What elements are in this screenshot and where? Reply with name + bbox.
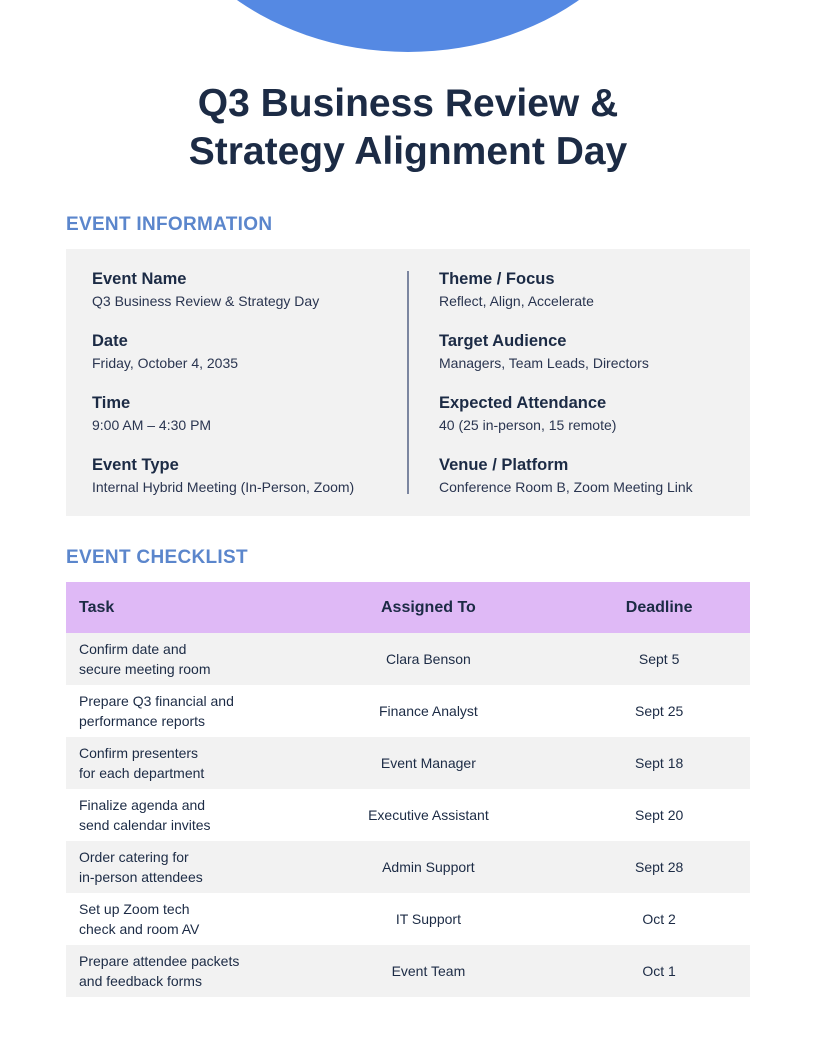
deadline-cell: Sept 18	[568, 737, 750, 789]
info-label: Venue / Platform	[439, 456, 569, 474]
info-label: Target Audience	[439, 332, 567, 350]
info-item-target-audience	[439, 331, 693, 393]
table-row	[66, 789, 750, 841]
table-header-row	[66, 582, 750, 633]
table-row	[66, 841, 750, 893]
info-value: 9:00 AM – 4:30 PM	[92, 417, 212, 433]
deadline-cell: Sept 25	[568, 685, 750, 737]
assigned-cell: Finance Analyst	[289, 685, 569, 737]
info-value: 40 (25 in-person, 15 remote)	[439, 417, 617, 433]
info-item-date	[92, 331, 354, 393]
info-value: Managers, Team Leads, Directors	[439, 355, 649, 371]
info-label: Expected Attendance	[439, 394, 607, 412]
info-value: Conference Room B, Zoom Meeting Link	[439, 479, 693, 495]
deadline-cell: Oct 2	[568, 893, 750, 945]
info-item-event-type	[92, 455, 354, 517]
column-header-assigned-to: Assigned To	[289, 582, 569, 633]
task-cell: Prepare attendee packets and feedback forms	[66, 945, 289, 997]
event-checklist-table	[66, 582, 750, 997]
info-label: Event Name	[92, 270, 187, 288]
task-cell: Prepare Q3 financial and performance reports	[66, 685, 289, 737]
info-column-left	[92, 269, 354, 517]
table-row	[66, 893, 750, 945]
deadline-cell: Oct 1	[568, 945, 750, 997]
deadline-cell: Sept 20	[568, 789, 750, 841]
column-header-deadline: Deadline	[568, 582, 750, 633]
assigned-cell: IT Support	[289, 893, 569, 945]
info-item-event-name	[92, 269, 354, 331]
info-item-venue	[439, 455, 693, 517]
info-label: Theme / Focus	[439, 270, 555, 288]
info-value: Q3 Business Review & Strategy Day	[92, 293, 320, 309]
event-information-heading: EVENT INFORMATION	[66, 214, 273, 235]
table-row	[66, 945, 750, 997]
info-divider	[407, 271, 409, 494]
decorative-arc	[142, 0, 674, 52]
column-header-task: Task	[66, 582, 289, 633]
table-row	[66, 685, 750, 737]
deadline-cell: Sept 5	[568, 633, 750, 685]
info-label: Time	[92, 394, 131, 412]
assigned-cell: Executive Assistant	[289, 789, 569, 841]
event-information-panel	[66, 249, 750, 516]
task-cell: Confirm date and secure meeting room	[66, 633, 289, 685]
assigned-cell: Event Team	[289, 945, 569, 997]
task-cell: Set up Zoom tech check and room AV	[66, 893, 289, 945]
task-cell: Finalize agenda and send calendar invites	[66, 789, 289, 841]
info-label: Event Type	[92, 456, 179, 474]
info-value: Internal Hybrid Meeting (In-Person, Zoom)	[92, 479, 355, 495]
info-item-expected-attendance	[439, 393, 693, 455]
assigned-cell: Event Manager	[289, 737, 569, 789]
info-label: Date	[92, 332, 128, 350]
assigned-cell: Clara Benson	[289, 633, 569, 685]
info-item-theme	[439, 269, 693, 331]
page-title: Q3 Business Review & Strategy Alignment Day	[188, 82, 628, 173]
table-row	[66, 633, 750, 685]
info-value: Reflect, Align, Accelerate	[439, 293, 594, 309]
info-value: Friday, October 4, 2035	[92, 355, 239, 371]
event-checklist-heading: EVENT CHECKLIST	[66, 547, 248, 568]
info-item-time	[92, 393, 354, 455]
table-row	[66, 737, 750, 789]
assigned-cell: Admin Support	[289, 841, 569, 893]
deadline-cell: Sept 28	[568, 841, 750, 893]
task-cell: Confirm presenters for each department	[66, 737, 289, 789]
info-column-right	[439, 269, 693, 517]
task-cell: Order catering for in-person attendees	[66, 841, 289, 893]
